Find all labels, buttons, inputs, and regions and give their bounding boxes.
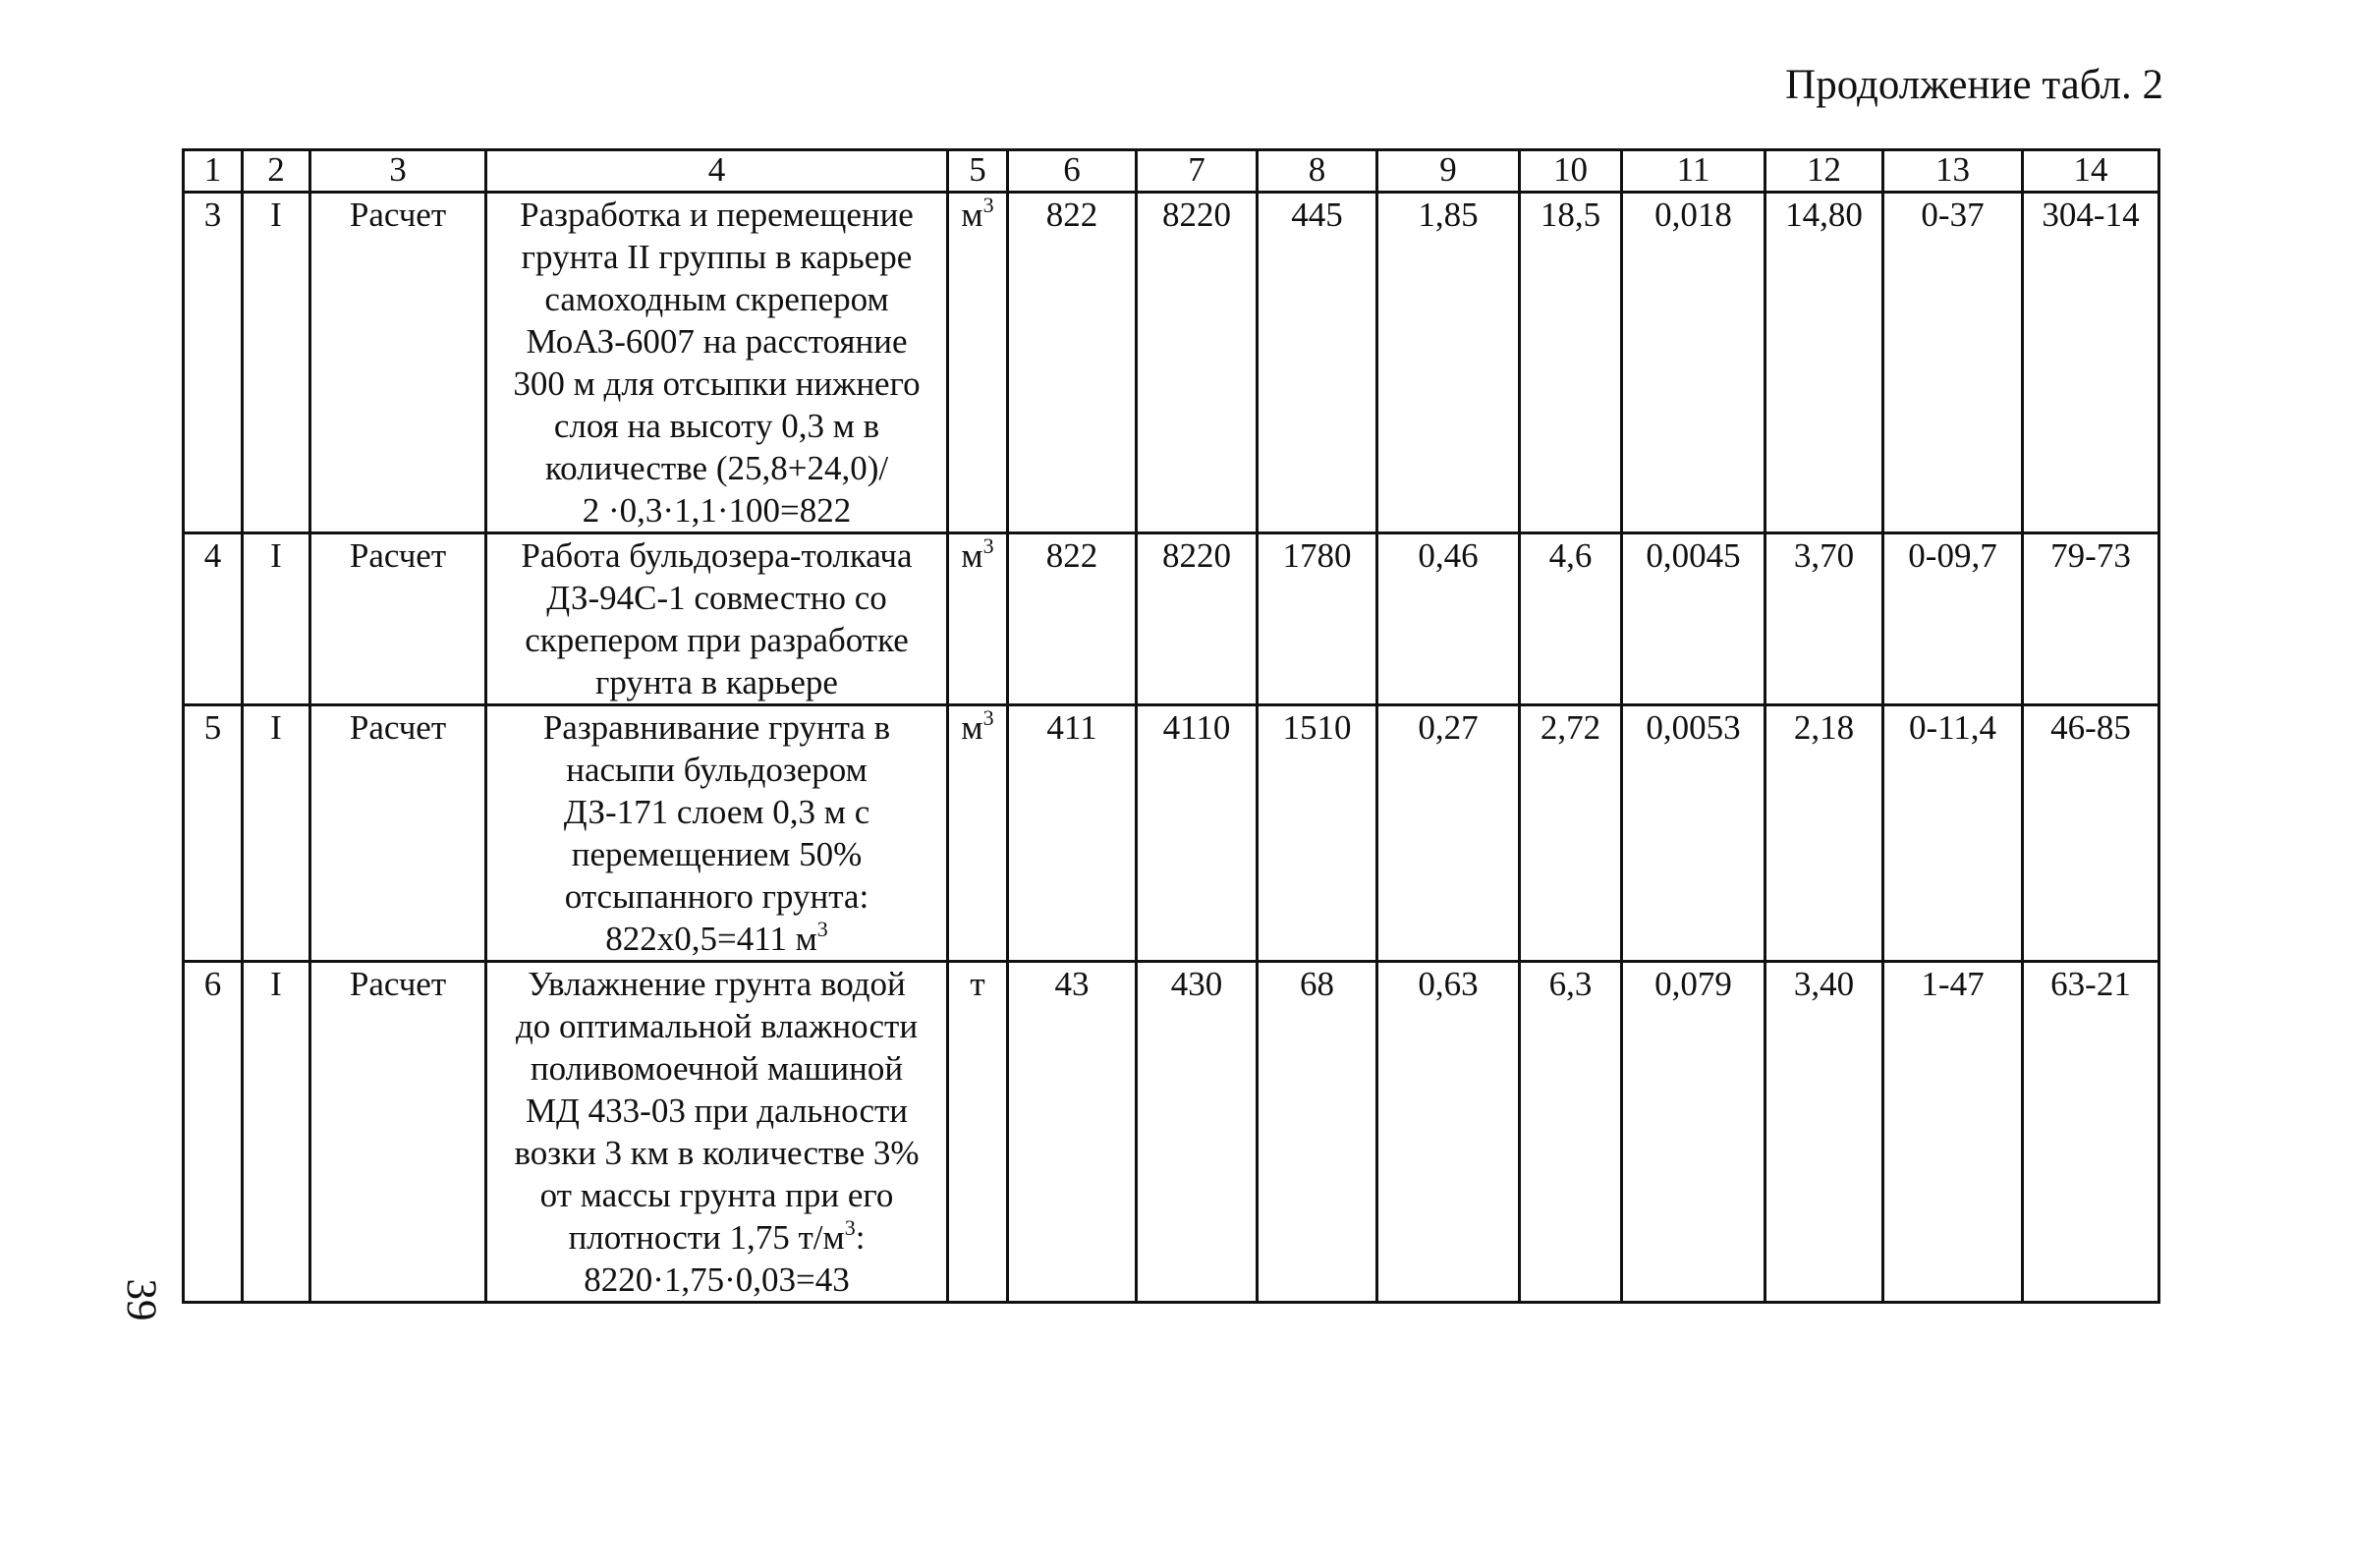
description-line-text: плотности 1,75 т/м — [568, 1218, 845, 1257]
value-cell: 0,0045 — [1622, 533, 1765, 705]
value-cell: 46-85 — [2023, 705, 2159, 962]
value-cell: 0-11,4 — [1883, 705, 2023, 962]
column-number: 14 — [2023, 150, 2159, 193]
unit-text: м — [961, 708, 983, 747]
value-cell: 0-37 — [1883, 193, 2023, 533]
value-cell: 2,18 — [1765, 705, 1883, 962]
value-cell: 445 — [1258, 193, 1377, 533]
value-cell: 411 — [1008, 705, 1137, 962]
value-cell: 3,70 — [1765, 533, 1883, 705]
column-number: 11 — [1622, 150, 1765, 193]
description-line: МоАЗ-6007 на расстояние — [526, 322, 908, 361]
description-line: самоходным скрепером — [544, 280, 889, 318]
description-line-tail: : — [855, 1218, 866, 1257]
column-number: 6 — [1008, 150, 1137, 193]
value-cell: 1780 — [1258, 533, 1377, 705]
value-cell: 0,27 — [1377, 705, 1520, 962]
table-row — [184, 962, 2159, 1303]
description-line: поливомоечной машиной — [530, 1049, 904, 1088]
value-cell: 1,85 — [1377, 193, 1520, 533]
unit-exponent: 3 — [816, 917, 828, 941]
value-cell: 43 — [1008, 962, 1137, 1303]
category-cell: I — [243, 705, 310, 962]
value-cell: 0,46 — [1377, 533, 1520, 705]
description-line: грунта II группы в карьере — [521, 238, 913, 276]
value-cell: 18,5 — [1520, 193, 1622, 533]
description-line: Разравнивание грунта в — [542, 708, 891, 747]
value-cell: 1-47 — [1883, 962, 2023, 1303]
unit-text: м — [961, 536, 983, 575]
description-line-text: 822x0,5=411 м — [605, 920, 817, 958]
table-continuation-label: Продолжение табл. 2 — [1785, 62, 2163, 108]
column-number: 2 — [243, 150, 310, 193]
value-cell: 8220 — [1137, 533, 1258, 705]
unit-cell — [948, 962, 1008, 1303]
value-cell: 63-21 — [2023, 962, 2159, 1303]
column-number: 7 — [1137, 150, 1258, 193]
description-line — [493, 1216, 940, 1259]
column-number: 1 — [184, 150, 243, 193]
column-number: 8 — [1258, 150, 1377, 193]
row-number-cell: 3 — [184, 193, 243, 533]
description-line: перемещением 50% — [571, 835, 863, 873]
work-description-cell — [486, 962, 948, 1303]
description-line: ДЗ-171 слоем 0,3 м с — [563, 793, 870, 831]
description-line: насыпи бульдозером — [566, 751, 868, 789]
unit-text: т — [970, 965, 985, 1003]
description-line: до оптимальной влажности — [515, 1007, 919, 1045]
column-number: 5 — [948, 150, 1008, 193]
value-cell: 0,63 — [1377, 962, 1520, 1303]
description-line: возки 3 км в количестве 3% — [514, 1134, 920, 1172]
value-cell: 79-73 — [2023, 533, 2159, 705]
value-cell: 68 — [1258, 962, 1377, 1303]
unit-cell — [948, 705, 1008, 962]
basis-cell: Расчет — [310, 705, 486, 962]
work-description-cell — [486, 705, 948, 962]
value-cell: 822 — [1008, 193, 1137, 533]
column-number: 9 — [1377, 150, 1520, 193]
unit-cell — [948, 533, 1008, 705]
value-cell: 4110 — [1137, 705, 1258, 962]
description-line: отсыпанного грунта: — [564, 877, 869, 916]
table-row — [184, 705, 2159, 962]
category-cell: I — [243, 193, 310, 533]
description-line: Работа бульдозера-толкача — [521, 536, 913, 575]
table-row — [184, 193, 2159, 533]
value-cell: 8220 — [1137, 193, 1258, 533]
work-description-cell — [486, 533, 948, 705]
value-cell: 2,72 — [1520, 705, 1622, 962]
unit-cell — [948, 193, 1008, 533]
description-line: 8220·1,75·0,03=43 — [584, 1260, 850, 1299]
row-number-cell: 6 — [184, 962, 243, 1303]
description-line: МД 433-03 при дальности — [525, 1092, 909, 1130]
value-cell: 0,0053 — [1622, 705, 1765, 962]
value-cell: 430 — [1137, 962, 1258, 1303]
description-line: ДЗ-94С-1 совместно со — [546, 579, 887, 617]
table-row — [184, 533, 2159, 705]
description-line: Увлажнение грунта водой — [528, 965, 906, 1003]
value-cell: 304-14 — [2023, 193, 2159, 533]
unit-exponent: 3 — [982, 533, 994, 558]
column-number: 13 — [1883, 150, 2023, 193]
row-number-cell: 4 — [184, 533, 243, 705]
unit-exponent: 3 — [982, 193, 994, 217]
basis-cell: Расчет — [310, 533, 486, 705]
basis-cell: Расчет — [310, 193, 486, 533]
description-line: 2 ·0,3·1,1·100=822 — [582, 491, 852, 530]
value-cell: 0-09,7 — [1883, 533, 2023, 705]
category-cell: I — [243, 533, 310, 705]
page-number: 39 — [118, 1278, 164, 1321]
basis-cell: Расчет — [310, 962, 486, 1303]
unit-exponent: 3 — [982, 705, 994, 730]
column-number: 10 — [1520, 150, 1622, 193]
description-line: скрепером при разработке — [525, 621, 909, 659]
description-line: от массы грунта при его — [539, 1176, 894, 1214]
description-line: Разработка и перемещение — [520, 196, 914, 234]
category-cell: I — [243, 962, 310, 1303]
value-cell: 6,3 — [1520, 962, 1622, 1303]
work-description-cell — [486, 193, 948, 533]
value-cell: 4,6 — [1520, 533, 1622, 705]
value-cell: 1510 — [1258, 705, 1377, 962]
unit-text: м — [961, 196, 983, 234]
description-line — [493, 918, 940, 960]
column-number: 12 — [1765, 150, 1883, 193]
value-cell: 14,80 — [1765, 193, 1883, 533]
row-number-cell: 5 — [184, 705, 243, 962]
description-line: 300 м для отсыпки нижнего — [513, 364, 921, 403]
column-number: 3 — [310, 150, 486, 193]
work-table — [182, 148, 2160, 1304]
value-cell: 0,079 — [1622, 962, 1765, 1303]
value-cell: 0,018 — [1622, 193, 1765, 533]
description-line: грунта в карьере — [595, 663, 838, 701]
description-line: количестве (25,8+24,0)/ — [544, 449, 889, 487]
column-number: 4 — [486, 150, 948, 193]
unit-exponent: 3 — [844, 1215, 856, 1240]
value-cell: 822 — [1008, 533, 1137, 705]
value-cell: 3,40 — [1765, 962, 1883, 1303]
table-header-row — [184, 150, 2159, 193]
description-line: слоя на высоту 0,3 м в — [553, 407, 880, 445]
